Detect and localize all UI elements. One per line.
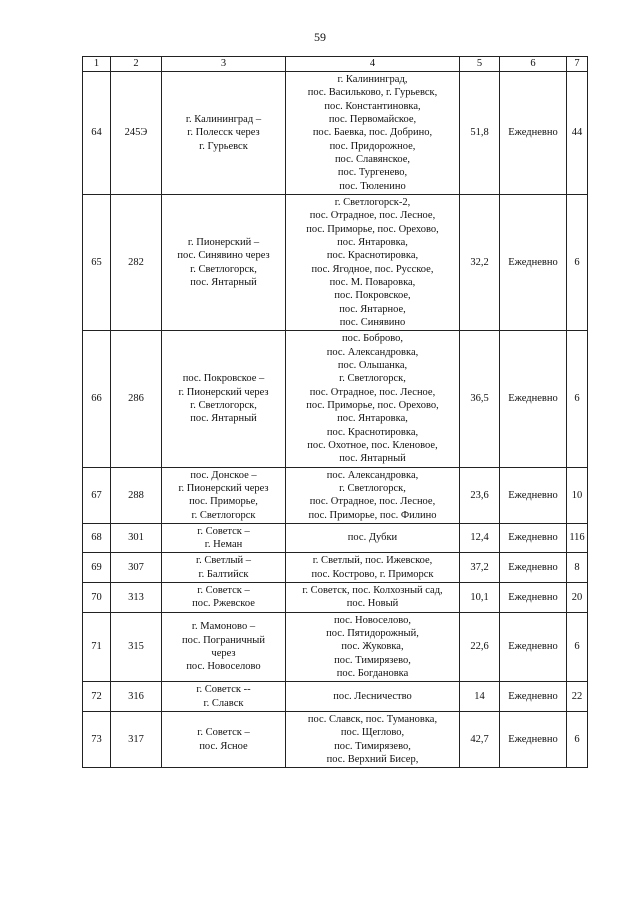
route-name-line: г. Пионерский – xyxy=(187,236,260,248)
route-frequency-cell: Ежедневно xyxy=(500,194,567,330)
row-number-cell: 69 xyxy=(83,553,111,583)
route-name-cell xyxy=(162,553,286,583)
row-number-cell: 65 xyxy=(83,194,111,330)
route-trips-cell: 20 xyxy=(567,583,588,613)
column-header: 3 xyxy=(162,57,286,72)
route-stop-line: г. Советск, пос. Колхозный сад, xyxy=(302,585,443,597)
route-name-line: г. Полесск через xyxy=(187,127,260,139)
route-stop-line: пос. Покровское, xyxy=(334,290,411,302)
table-row xyxy=(83,331,588,467)
route-name-line: г. Советск -- xyxy=(196,684,251,696)
column-header: 7 xyxy=(567,57,588,72)
route-stop-line: г. Светлогорск, xyxy=(339,482,406,494)
route-number-cell: 316 xyxy=(111,682,162,712)
route-stop-line: пос. Кострово, г. Приморск xyxy=(311,568,434,580)
route-stop-line: пос. Отрадное, пос. Лесное, xyxy=(309,496,436,508)
route-stop-line: г. Калининград, xyxy=(337,74,408,85)
route-name-cell xyxy=(162,682,286,712)
route-name-line: г. Славск xyxy=(203,697,244,709)
route-stop-line: пос. Боброво, xyxy=(342,333,403,345)
table-row xyxy=(83,682,588,712)
route-stop-line: пос. Янтаровка, xyxy=(337,236,408,248)
route-number-cell: 307 xyxy=(111,553,162,583)
route-frequency-cell: Ежедневно xyxy=(500,583,567,613)
route-table xyxy=(82,56,588,768)
route-trips-cell: 8 xyxy=(567,553,588,583)
route-frequency-cell: Ежедневно xyxy=(500,553,567,583)
route-stops-cell xyxy=(286,331,460,467)
route-stop-line: пос. Богдановка xyxy=(336,668,409,680)
route-stop-line: пос. Янтарное, xyxy=(339,303,406,315)
route-name-line: пос. Приморье, xyxy=(189,496,258,508)
row-number-cell: 67 xyxy=(83,467,111,523)
route-stops-cell xyxy=(286,523,460,553)
route-stop-line: пос. Верхний Бисер, xyxy=(326,754,419,766)
route-name-line: г. Советск – xyxy=(197,727,250,739)
route-stop-line: пос. Приморье, пос. Орехово, xyxy=(306,223,439,235)
route-stop-line: пос. Александровка, xyxy=(326,469,419,481)
route-length-cell: 14 xyxy=(460,682,500,712)
route-name-cell xyxy=(162,331,286,467)
route-stop-line: пос. Синявино xyxy=(339,316,406,328)
column-header: 1 xyxy=(83,57,111,72)
route-length-cell: 37,2 xyxy=(460,553,500,583)
route-stops-cell xyxy=(286,682,460,712)
route-frequency-cell: Ежедневно xyxy=(500,612,567,682)
row-number-cell: 68 xyxy=(83,523,111,553)
column-header: 4 xyxy=(286,57,460,72)
route-stops-cell xyxy=(286,583,460,613)
route-name-line: пос. Ржевское xyxy=(192,598,255,610)
route-frequency-cell: Ежедневно xyxy=(500,523,567,553)
route-stop-line: пос. Приморье, пос. Орехово, xyxy=(306,399,439,411)
route-name-cell xyxy=(162,194,286,330)
route-name-line: г. Пионерский через xyxy=(178,482,269,494)
route-name-line: г. Светлогорск, xyxy=(190,263,257,275)
page-number: 59 xyxy=(314,30,326,44)
route-stop-line: пос. Ольшанка, xyxy=(337,359,408,371)
route-name-line: через xyxy=(211,648,236,660)
route-name-line: пос. Покровское – xyxy=(182,373,265,385)
column-header: 2 xyxy=(111,57,162,72)
route-stop-line: пос. Щеглово, xyxy=(340,727,405,739)
route-number-cell: 245Э xyxy=(111,72,162,195)
route-name-line: г. Калининград – xyxy=(185,113,262,125)
route-name-cell xyxy=(162,72,286,195)
row-number-cell: 72 xyxy=(83,682,111,712)
route-length-cell: 12,4 xyxy=(460,523,500,553)
route-stop-line: пос. Отрадное, пос. Лесное, xyxy=(309,210,436,222)
route-stop-line: пос. Охотное, пос. Кленовое, xyxy=(307,439,438,451)
route-number-cell: 317 xyxy=(111,712,162,768)
route-name-line: г. Пионерский через xyxy=(178,386,269,398)
route-number-cell: 301 xyxy=(111,523,162,553)
route-name-cell xyxy=(162,523,286,553)
route-name-line: пос. Пограничный xyxy=(182,634,265,646)
route-stop-line: пос. Лесничество xyxy=(333,691,412,703)
column-header: 6 xyxy=(500,57,567,72)
row-number-cell: 71 xyxy=(83,612,111,682)
route-stop-line: пос. Ягодное, пос. Русское, xyxy=(311,263,434,275)
row-number-cell: 73 xyxy=(83,712,111,768)
route-trips-cell: 6 xyxy=(567,194,588,330)
route-length-cell: 36,5 xyxy=(460,331,500,467)
route-length-cell: 22,6 xyxy=(460,612,500,682)
route-number-cell: 313 xyxy=(111,583,162,613)
table-row xyxy=(83,523,588,553)
route-stop-line: пос. Тюленино xyxy=(339,180,406,192)
route-name-line: пос. Янтарный xyxy=(190,413,257,425)
route-stops-cell xyxy=(286,712,460,768)
route-stop-line: пос. Тимирязево, xyxy=(334,654,411,666)
route-name-line: г. Мамоново – xyxy=(191,621,256,633)
route-name-line: г. Гурьевск xyxy=(199,140,248,152)
route-stops-cell xyxy=(286,467,460,523)
column-header: 5 xyxy=(460,57,500,72)
table-row xyxy=(83,583,588,613)
route-stop-line: пос. Дубки xyxy=(347,532,398,544)
route-trips-cell: 6 xyxy=(567,712,588,768)
route-stop-line: пос. Александровка, xyxy=(326,346,419,358)
route-name-line: г. Светлогорск xyxy=(191,509,256,521)
route-name-line: г. Светлогорск, xyxy=(190,399,257,411)
row-number-cell: 70 xyxy=(83,583,111,613)
route-frequency-cell: Ежедневно xyxy=(500,331,567,467)
route-stop-line: пос. Константиновка, xyxy=(324,100,421,112)
route-trips-cell: 6 xyxy=(567,331,588,467)
row-number-cell: 66 xyxy=(83,331,111,467)
route-length-cell: 51,8 xyxy=(460,72,500,195)
route-trips-cell: 10 xyxy=(567,467,588,523)
route-name-line: пос. Донское – xyxy=(190,469,257,481)
route-stop-line: пос. Отрадное, пос. Лесное, xyxy=(309,386,436,398)
route-name-cell xyxy=(162,467,286,523)
route-stop-line: пос. Славск, пос. Тумановка, xyxy=(307,714,438,726)
header-row xyxy=(83,57,588,72)
route-stop-line: пос. Янтарный xyxy=(339,453,406,465)
table-row xyxy=(83,553,588,583)
route-name-line: г. Светлый – xyxy=(195,555,252,567)
table-row xyxy=(83,467,588,523)
route-stops-cell xyxy=(286,553,460,583)
route-frequency-cell: Ежедневно xyxy=(500,712,567,768)
route-stop-line: г. Светлый, пос. Ижевское, xyxy=(312,555,433,567)
route-name-cell xyxy=(162,583,286,613)
route-number-cell: 288 xyxy=(111,467,162,523)
route-name-line: г. Неман xyxy=(204,539,243,551)
route-name-cell xyxy=(162,712,286,768)
route-name-line: пос. Ясное xyxy=(199,740,248,752)
route-stop-line: пос. Пятидорожный, xyxy=(326,628,419,640)
route-trips-cell: 22 xyxy=(567,682,588,712)
route-stop-line: пос. Тургенево, xyxy=(337,167,408,179)
table-row xyxy=(83,612,588,682)
table-row xyxy=(83,712,588,768)
route-name-line: г. Советск – xyxy=(197,585,250,597)
route-stop-line: пос. Краснотировка, xyxy=(326,250,419,262)
route-stop-line: пос. М. Поваровка, xyxy=(329,276,416,288)
route-length-cell: 23,6 xyxy=(460,467,500,523)
route-stop-line: пос. Янтаровка, xyxy=(337,413,408,425)
route-number-cell: 315 xyxy=(111,612,162,682)
table-row xyxy=(83,72,588,195)
route-stop-line: пос. Васильково, г. Гурьевск, xyxy=(307,87,438,99)
route-stop-line: г. Светлогорск, xyxy=(339,373,406,385)
route-stops-cell xyxy=(286,612,460,682)
route-stop-line: пос. Придорожное, xyxy=(329,140,416,152)
route-name-line: пос. Новоселово xyxy=(186,661,261,673)
route-length-cell: 10,1 xyxy=(460,583,500,613)
route-name-line: г. Советск – xyxy=(197,525,250,537)
route-stops-cell xyxy=(286,194,460,330)
route-stop-line: пос. Приморье, пос. Филино xyxy=(308,509,437,521)
route-trips-cell: 44 xyxy=(567,72,588,195)
table-row xyxy=(83,194,588,330)
route-length-cell: 42,7 xyxy=(460,712,500,768)
route-stop-line: пос. Славянское, xyxy=(334,153,411,165)
route-trips-cell: 6 xyxy=(567,612,588,682)
route-stop-line: пос. Тимирязево, xyxy=(334,740,411,752)
route-length-cell: 32,2 xyxy=(460,194,500,330)
route-stop-line: пос. Новый xyxy=(346,598,399,610)
route-name-line: г. Балтийск xyxy=(198,568,249,580)
row-number-cell: 64 xyxy=(83,72,111,195)
route-frequency-cell: Ежедневно xyxy=(500,72,567,195)
route-number-cell: 286 xyxy=(111,331,162,467)
route-trips-cell: 116 xyxy=(567,523,588,553)
route-name-cell xyxy=(162,612,286,682)
route-stop-line: пос. Новоселово, xyxy=(334,614,411,626)
route-name-line: пос. Синявино через xyxy=(177,250,270,262)
route-stop-line: пос. Первомайское, xyxy=(328,113,417,125)
route-frequency-cell: Ежедневно xyxy=(500,467,567,523)
route-stop-line: г. Светлогорск-2, xyxy=(334,196,411,208)
route-stop-line: пос. Краснотировка, xyxy=(326,426,419,438)
route-stop-line: пос. Баевка, пос. Добрино, xyxy=(312,127,433,139)
route-number-cell: 282 xyxy=(111,194,162,330)
route-stop-line: пос. Жуковка, xyxy=(341,641,404,653)
route-stops-cell xyxy=(286,72,460,195)
route-frequency-cell: Ежедневно xyxy=(500,682,567,712)
route-name-line: пос. Янтарный xyxy=(190,276,257,288)
